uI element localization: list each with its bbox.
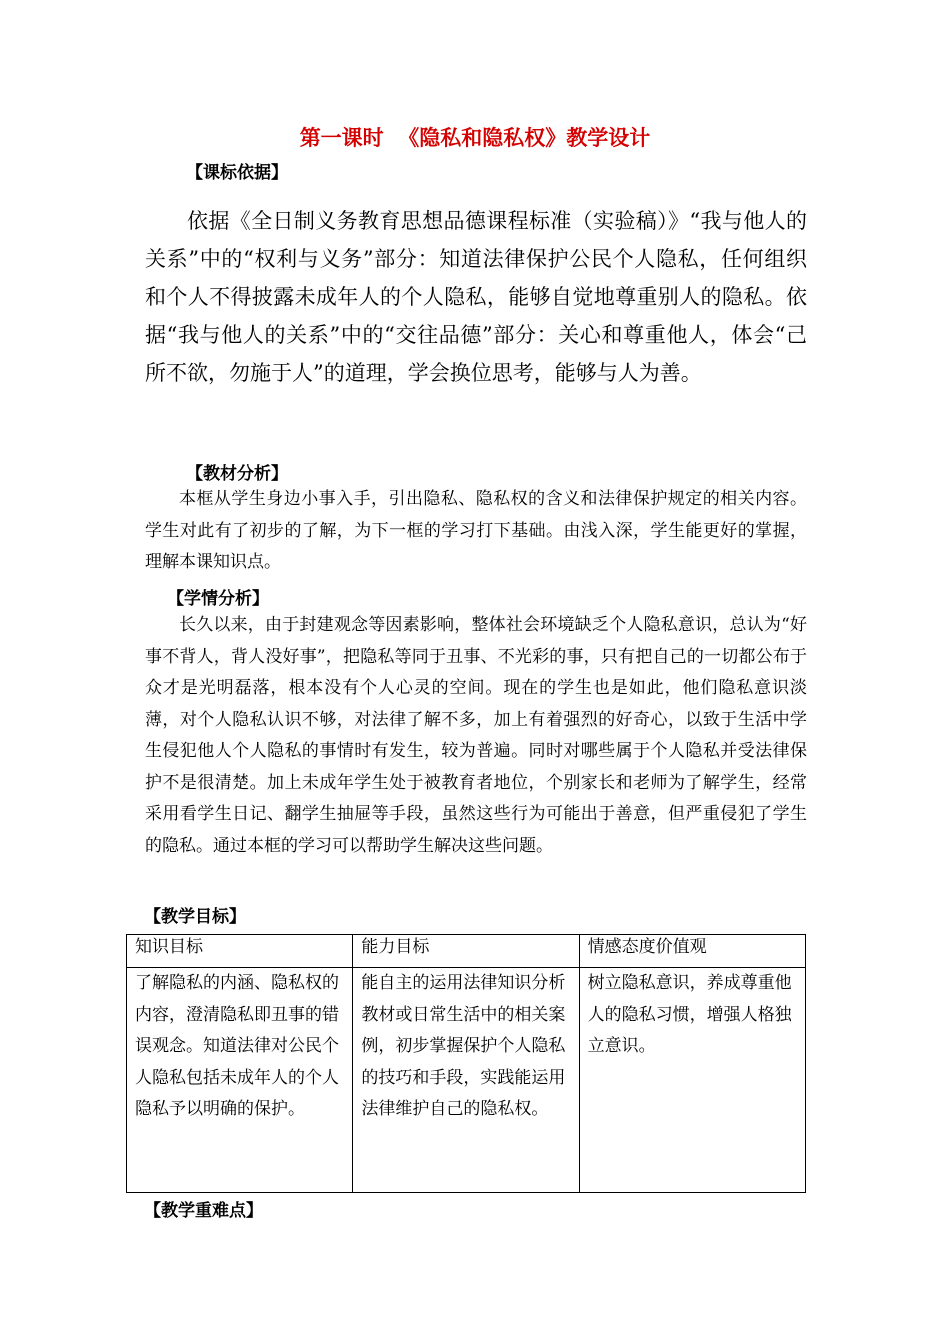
- objectives-table: [126, 934, 806, 1193]
- table-row: [127, 968, 806, 1193]
- curriculum-text: 依据《全日制义务教育思想品德课程标准（实验稿）》“我与他人的关系”中的“权利与义务”部分：知道法律保护公民个人隐私，任何组织和个人不得披露未成年人的个人隐私，能够自觉地尊重别人的隐私。依据“我与他人的关系”中的“交往品德”部分：关心和尊重他人，体会“己所不欲，勿施于人”的道理，学会换位思考，能够与人为善。: [145, 209, 807, 385]
- table-header-row: [127, 935, 806, 968]
- objectives-heading: 【教学目标】: [144, 907, 246, 927]
- header-ability: 能力目标: [353, 935, 579, 968]
- cell-knowledge: 了解隐私的内涵、隐私权的内容，澄清隐私即丑事的错误观念。知道法律对公民个人隐私包括未成年人的个人隐私予以明确的保护。: [127, 968, 353, 1193]
- header-attitude: 情感态度价值观: [579, 935, 805, 968]
- students-heading: 【学情分析】: [167, 589, 269, 609]
- key-points-heading: 【教学重难点】: [144, 1201, 263, 1221]
- header-knowledge: 知识目标: [127, 935, 353, 968]
- document-title: 第一课时 《隐私和隐私权》教学设计: [299, 125, 651, 150]
- materials-text: 本框从学生身边小事入手，引出隐私、隐私权的含义和法律保护规定的相关内容。学生对此有了初步的了解，为下一框的学习打下基础。由浅入深，学生能更好的掌握，理解本课知识点。: [145, 489, 807, 572]
- cell-ability: 能自主的运用法律知识分析教材或日常生活中的相关案例，初步掌握保护个人隐私的技巧和手段，实践能运用法律维护自己的隐私权。: [353, 968, 579, 1193]
- students-text: 长久以来，由于封建观念等因素影响，整体社会环境缺乏个人隐私意识，总认为“好事不背人，背人没好事”，把隐私等同于丑事、不光彩的事，只有把自己的一切都公布于众才是光明磊落，根本没有个人心灵的空间。现在的学生也是如此，他们隐私意识淡薄，对个人隐私认识不够，对法律了解不多，加上有着强烈的好奇心，以致于生活中学生侵犯他人个人隐私的事情时有发生，较为普遍。同时对哪些属于个人隐私并受法律保护不是很清楚。加上未成年学生处于被教育者地位，个别家长和老师为了解学生，经常采用看学生日记、翻学生抽屉等手段，虽然这些行为可能出于善意，但严重侵犯了学生的隐私。通过本框的学习可以帮助学生解决这些问题。: [145, 615, 807, 856]
- curriculum-heading: 【课标依据】: [186, 163, 288, 183]
- materials-heading: 【教材分析】: [186, 464, 288, 484]
- cell-attitude: 树立隐私意识，养成尊重他人的隐私习惯，增强人格独立意识。: [579, 968, 805, 1193]
